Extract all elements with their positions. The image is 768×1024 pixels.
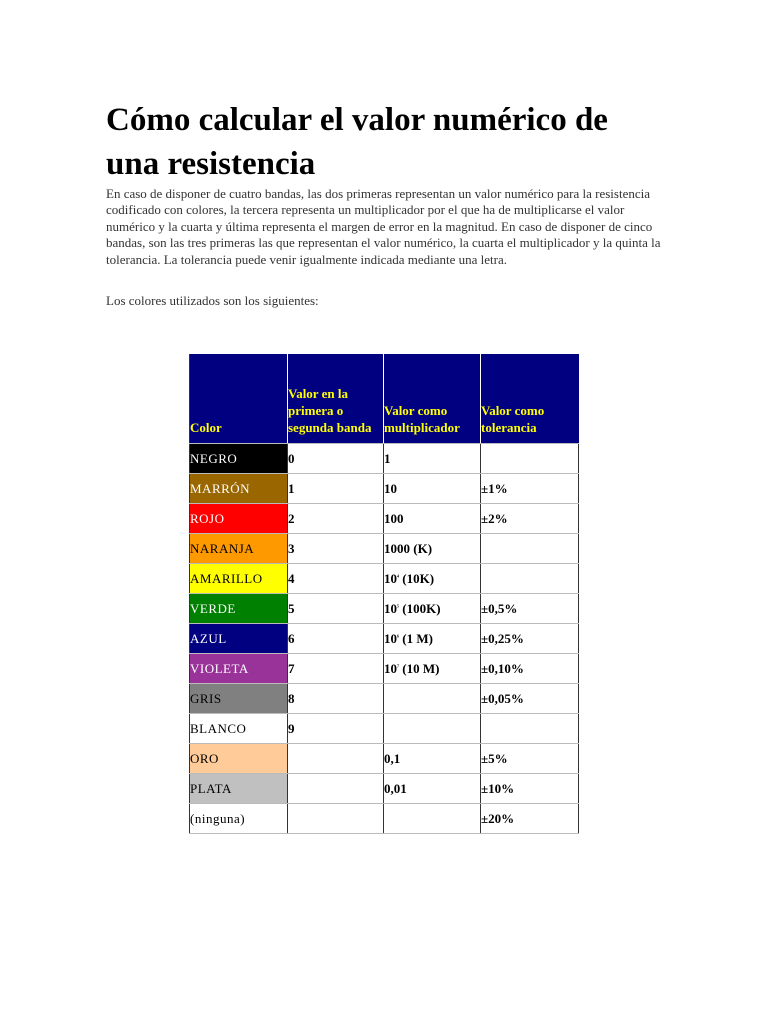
multiplier-cell — [384, 534, 481, 564]
tolerance-cell — [481, 444, 579, 474]
digit-cell: 7 — [288, 654, 384, 684]
intro-paragraph: En caso de disponer de cuatro bandas, las dos primeras representan un valor numérico para la resistencia codificado con colores, la tercera representa un multiplicador por el que ha de multiplicarse el valor numérico y la cuarta y última representa el margen de error en la magnitud. En caso de disponer de cinco bandas, son las tres primeras las que representan el valor numérico, la cuarta el multiplicador y la quinta la tolerancia. La tolerancia puede venir igualmente indicada mediante una letra. — [106, 186, 661, 267]
multiplier-cell — [384, 744, 481, 774]
color-name-cell: ORO — [190, 744, 288, 774]
digit-cell — [288, 774, 384, 804]
color-name-cell: ROJO — [190, 504, 288, 534]
digit-cell: 4 — [288, 564, 384, 594]
color-name-cell: GRIS — [190, 684, 288, 714]
table-row — [190, 534, 579, 564]
tolerance-cell: ±0,5% — [481, 594, 579, 624]
table-row — [190, 684, 579, 714]
color-name-cell: AZUL — [190, 624, 288, 654]
multiplier-base: 0,1 — [384, 750, 401, 766]
multiplier-equivalent: (10 M) — [399, 660, 440, 676]
digit-cell: 6 — [288, 624, 384, 654]
table-row — [190, 594, 579, 624]
tolerance-cell: ±20% — [481, 804, 579, 834]
multiplier-base: 10 — [384, 570, 397, 586]
table-row — [190, 624, 579, 654]
digit-cell — [288, 744, 384, 774]
tolerance-cell: ±0,25% — [481, 624, 579, 654]
tolerance-cell — [481, 714, 579, 744]
table-row — [190, 744, 579, 774]
multiplier-exponent: 6 — [397, 633, 399, 639]
multiplier-exponent: 5 — [397, 603, 399, 609]
multiplier-base: 10 — [384, 660, 397, 676]
table-row — [190, 504, 579, 534]
color-name-cell: NARANJA — [190, 534, 288, 564]
multiplier-cell — [384, 804, 481, 834]
color-name-cell: BLANCO — [190, 714, 288, 744]
table-row — [190, 564, 579, 594]
multiplier-cell — [384, 654, 481, 684]
multiplier-equivalent: (100K) — [399, 600, 441, 616]
multiplier-cell — [384, 564, 481, 594]
header-tolerance: Valor como tolerancia — [481, 354, 579, 444]
tolerance-cell: ±1% — [481, 474, 579, 504]
color-name-cell: AMARILLO — [190, 564, 288, 594]
multiplier-cell — [384, 504, 481, 534]
color-name-cell: (ninguna) — [190, 804, 288, 834]
table-row — [190, 474, 579, 504]
table-row — [190, 444, 579, 474]
digit-cell: 0 — [288, 444, 384, 474]
digit-cell: 5 — [288, 594, 384, 624]
multiplier-cell — [384, 774, 481, 804]
multiplier-base: 100 — [384, 510, 404, 526]
table-row — [190, 804, 579, 834]
tolerance-cell — [481, 564, 579, 594]
document-body — [106, 98, 666, 322]
multiplier-exponent: 7 — [397, 663, 399, 669]
header-color: Color — [190, 354, 288, 444]
multiplier-equivalent: (10K) — [399, 570, 435, 586]
multiplier-base: 1000 (K) — [384, 540, 433, 556]
table-row — [190, 714, 579, 744]
multiplier-base: 0,01 — [384, 780, 407, 796]
multiplier-base: 10 — [384, 480, 397, 496]
table-row — [190, 654, 579, 684]
page-title: Cómo calcular el valor numérico de una resistencia — [106, 102, 608, 182]
multiplier-cell — [384, 474, 481, 504]
digit-cell: 9 — [288, 714, 384, 744]
multiplier-cell — [384, 684, 481, 714]
table-header-row — [190, 354, 579, 444]
table-body — [190, 444, 579, 834]
header-first-band: Valor en la primera o segunda banda — [288, 354, 384, 444]
table-row — [190, 774, 579, 804]
multiplier-base: 10 — [384, 600, 397, 616]
tolerance-cell: ±10% — [481, 774, 579, 804]
multiplier-cell — [384, 444, 481, 474]
tolerance-cell: ±5% — [481, 744, 579, 774]
color-name-cell: MARRÓN — [190, 474, 288, 504]
multiplier-cell — [384, 624, 481, 654]
color-name-cell: VIOLETA — [190, 654, 288, 684]
multiplier-equivalent: (1 M) — [399, 630, 433, 646]
multiplier-cell — [384, 714, 481, 744]
color-name-cell: PLATA — [190, 774, 288, 804]
color-name-cell: VERDE — [190, 594, 288, 624]
tolerance-cell — [481, 534, 579, 564]
multiplier-base: 10 — [384, 630, 397, 646]
resistor-color-table — [189, 354, 579, 834]
color-name-cell: NEGRO — [190, 444, 288, 474]
multiplier-base: 1 — [384, 450, 391, 466]
tolerance-cell: ±0,10% — [481, 654, 579, 684]
digit-cell: 1 — [288, 474, 384, 504]
multiplier-exponent: 4 — [397, 573, 399, 579]
tolerance-cell: ±2% — [481, 504, 579, 534]
multiplier-cell — [384, 594, 481, 624]
digit-cell: 8 — [288, 684, 384, 714]
digit-cell: 3 — [288, 534, 384, 564]
colors-intro: Los colores utilizados son los siguientes: — [106, 293, 319, 309]
tolerance-cell: ±0,05% — [481, 684, 579, 714]
digit-cell — [288, 804, 384, 834]
header-multiplier: Valor como multiplicador — [384, 354, 481, 444]
digit-cell: 2 — [288, 504, 384, 534]
